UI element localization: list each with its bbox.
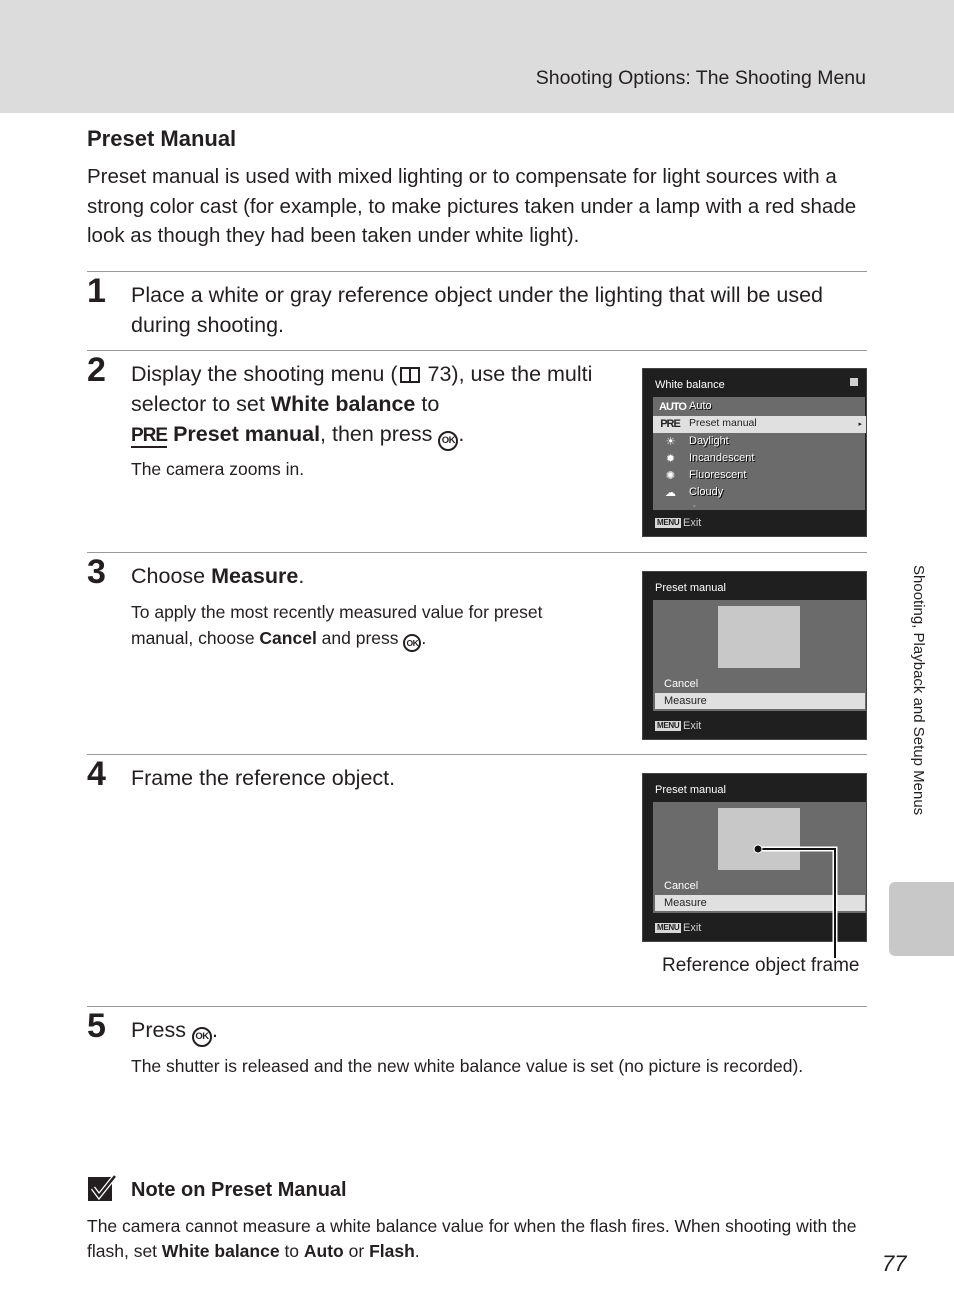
step-2-number: 2: [87, 351, 106, 389]
white-balance-screen: [642, 368, 867, 537]
screen-title: Preset manual: [655, 784, 726, 796]
step-1-number: 1: [87, 272, 106, 310]
checkmark-note-icon: [88, 1175, 118, 1203]
step-5-note: The shutter is released and the new white balance value is set (no picture is recorded).: [131, 1056, 804, 1076]
divider: [87, 552, 867, 553]
bulb-icon: ✹: [665, 453, 675, 465]
menu-option-measure: Measure: [655, 895, 865, 911]
reference-object-frame: [718, 808, 800, 870]
exit-label: Exit: [683, 720, 702, 732]
book-icon: [400, 367, 420, 383]
callout-label: Reference object frame: [662, 955, 860, 976]
intro-paragraph: Preset manual is used with mixed lighting or to compensate for light sources with a strong color cast (for example, to make pictures taken under a lamp with a red shade look as though they had been taken under white light).: [87, 165, 857, 247]
scroll-down-icon: ◦: [693, 503, 696, 510]
preset-manual-icon: PRE: [660, 418, 680, 430]
wb-item: ✺ Fluorescent: [653, 468, 866, 485]
divider: [87, 1006, 867, 1007]
step-3-text: Choose Measure.: [131, 564, 305, 588]
wb-item: ☀ Daylight: [653, 434, 866, 451]
step-5-text: Press OK .: [131, 1015, 218, 1047]
step-1-text: Place a white or gray reference object under the lighting that will be used during shooting.: [131, 283, 823, 337]
preset-manual-icon: PRE: [131, 425, 168, 446]
divider: [87, 754, 867, 755]
fluorescent-icon: ✺: [665, 470, 675, 482]
step-2-text: Display the shooting menu ( 73), use the multi selector to set White balance to PRE Preset manual, then press OK .: [131, 359, 611, 451]
reference-frame: [718, 606, 800, 668]
step-4-text: Frame the reference object.: [131, 766, 396, 790]
running-header: Shooting Options: The Shooting Menu: [535, 67, 866, 89]
screen-title: White balance: [655, 379, 725, 391]
ok-button-icon: OK: [192, 1027, 212, 1047]
wb-item: ☁ Cloudy: [653, 485, 866, 502]
menu-button-icon: MENU: [657, 518, 680, 527]
note-title: Note on Preset Manual: [131, 1179, 347, 1201]
chapter-side-label: Shooting, Playback and Setup Menus: [910, 565, 927, 816]
cloud-icon: ☁: [665, 487, 675, 499]
submenu-arrow-icon: ▸: [858, 421, 862, 428]
ok-button-icon: OK: [403, 634, 421, 652]
screen-title: Preset manual: [655, 582, 726, 594]
step-5-number: 5: [87, 1007, 106, 1045]
step-2-note: The camera zooms in.: [131, 459, 305, 479]
step-3-number: 3: [87, 553, 106, 591]
wb-item: AUTO Auto: [659, 400, 712, 413]
header-band: [0, 0, 954, 113]
note-text: The camera cannot measure a white balance value for when the flash fires. When shooting with the flash, set White balance to Auto or Flash.: [87, 1216, 857, 1261]
section-title: Preset Manual: [87, 126, 237, 151]
menu-button-icon: MENU: [657, 923, 680, 932]
step-4-number: 4: [87, 755, 106, 793]
wb-item: ✹ Incandescent: [653, 451, 866, 468]
preset-manual-screen: [642, 571, 867, 740]
wb-item-selected: PRE Preset manual ▸: [653, 416, 866, 433]
divider: [87, 271, 867, 272]
preset-manual-screen-framing: [642, 773, 867, 942]
chapter-tab: [889, 882, 954, 956]
menu-option-cancel: Cancel: [664, 678, 699, 690]
divider: [87, 350, 867, 351]
scroll-indicator-icon: [850, 378, 858, 386]
menu-option-cancel: Cancel: [664, 880, 699, 892]
ok-button-icon: OK: [438, 431, 458, 451]
exit-label: Exit: [683, 517, 702, 529]
screen-panel: [653, 397, 865, 510]
page-number: 77: [882, 1251, 907, 1276]
sun-icon: ☀: [665, 436, 675, 448]
menu-button-icon: MENU: [657, 721, 680, 730]
step-3-note: To apply the most recently measured value for preset manual, choose Cancel and press OK .: [131, 599, 601, 652]
auto-wb-icon: AUTO: [659, 401, 686, 413]
menu-option-measure: Measure: [655, 693, 865, 709]
exit-label: Exit: [683, 922, 702, 934]
